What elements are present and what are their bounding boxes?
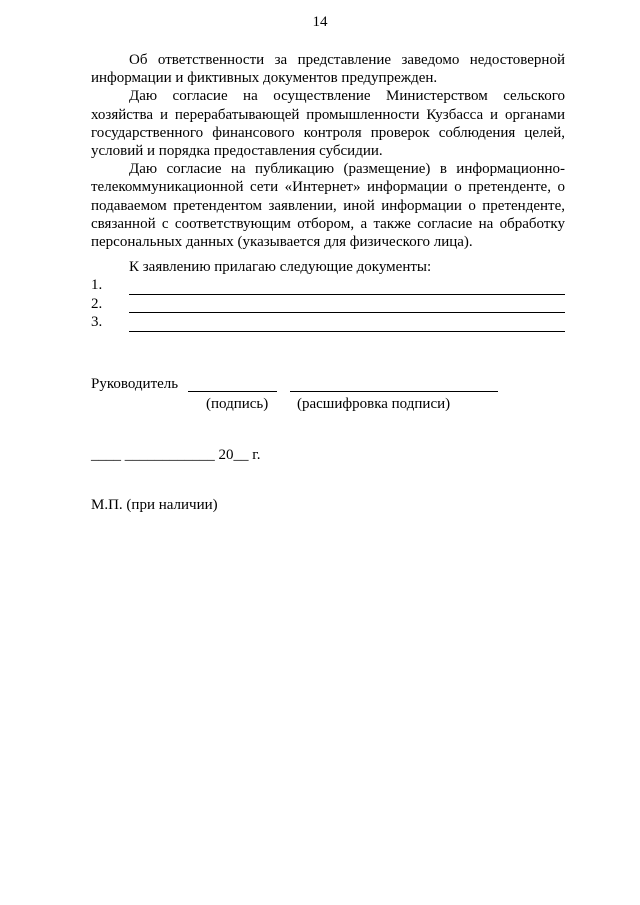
attachment-row (91, 313, 565, 331)
consent-text (91, 51, 565, 251)
paragraph-responsibility: Об ответственности за представление заведомо недостоверной информации и фиктивных документов предупрежден. (91, 52, 565, 87)
signature-caption: (подпись) (206, 396, 269, 412)
signature-block (91, 376, 565, 416)
signature-line (188, 376, 277, 392)
date-line: ____ ____________ 20__ г. (91, 447, 261, 463)
page-number: 14 (312, 14, 328, 30)
name-decode-caption: (расшифровка подписи) (297, 396, 451, 412)
name-decode-line (290, 376, 498, 392)
attachment-number: 2. (91, 295, 103, 312)
attachments-intro: К заявлению прилагаю следующие документы: (129, 259, 432, 275)
attachment-blank-line (129, 318, 565, 332)
attachment-row (91, 276, 565, 294)
paragraph-publication-consent: Даю согласие на публикацию (размещение) в информационно-телекоммуникационной сети «Интернет» информации о претенденте, о подаваемом претендентом заявлении, иной информации о претенденте, связанной с соответствующим отбором, а также согласие на обработку персональных данных (указывается для физического лица). (91, 161, 565, 251)
attachments-section (91, 258, 565, 332)
attachment-blank-line (129, 299, 565, 313)
paragraph-inspection-consent: Даю согласие на осуществление Министерством сельского хозяйства и перерабатывающей промышленности Кузбасса и органами государственного финансового контроля проверок соблюдения целей, условий и порядка предоставления субсидии. (91, 88, 565, 160)
attachment-number: 1. (91, 277, 103, 294)
signatory-title: Руководитель (91, 376, 179, 392)
attachment-number: 3. (91, 314, 103, 331)
stamp-note: М.П. (при наличии) (91, 497, 218, 513)
attachment-row (91, 295, 565, 313)
attachment-blank-line (129, 281, 565, 295)
